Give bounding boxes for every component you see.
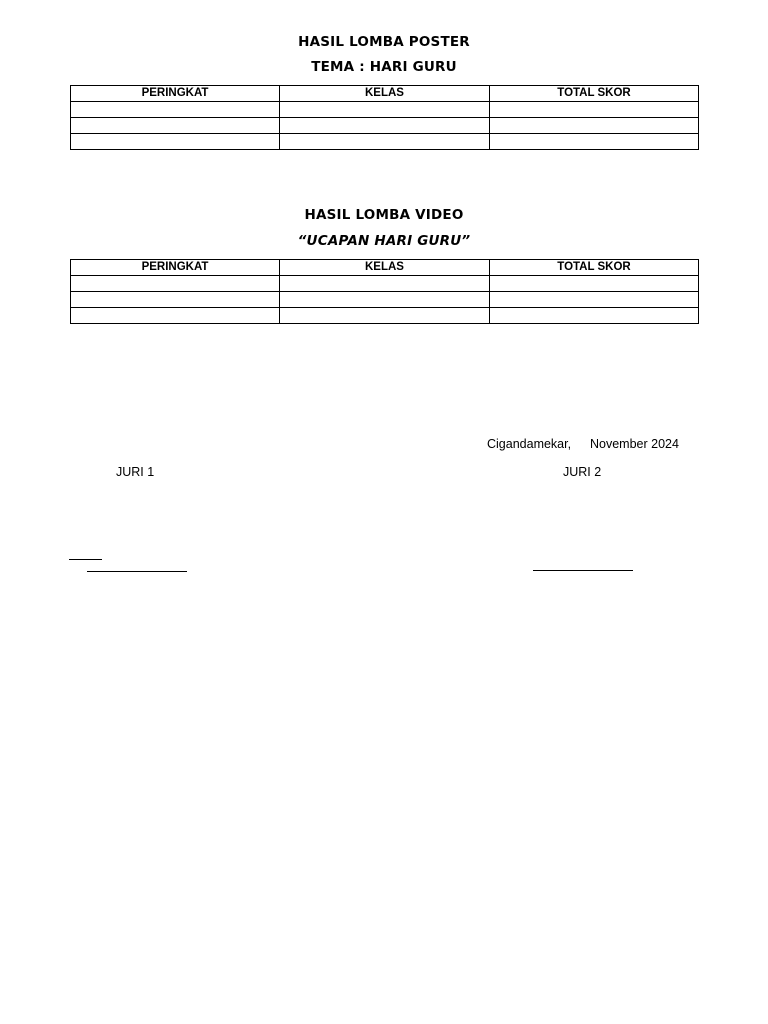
poster-title: HASIL LOMBA POSTER xyxy=(298,34,470,50)
table-cell[interactable] xyxy=(71,118,280,134)
column-header-total-skor: TOTAL SKOR xyxy=(490,86,699,102)
table-cell[interactable] xyxy=(280,276,490,292)
table-cell[interactable] xyxy=(490,276,699,292)
column-header-kelas: KELAS xyxy=(280,86,490,102)
poster-subtitle: TEMA : HARI GURU xyxy=(311,59,457,75)
table-cell[interactable] xyxy=(71,292,280,308)
table-cell[interactable] xyxy=(71,134,280,150)
video-subtitle: “UCAPAN HARI GURU” xyxy=(297,233,471,249)
table-cell[interactable] xyxy=(490,292,699,308)
video-results-table xyxy=(70,259,699,324)
column-header-kelas: KELAS xyxy=(280,260,490,276)
column-header-peringkat: PERINGKAT xyxy=(71,86,280,102)
table-header-row xyxy=(71,260,699,276)
judge-1-signature-line xyxy=(87,571,187,572)
table-cell[interactable] xyxy=(490,102,699,118)
video-title: HASIL LOMBA VIDEO xyxy=(304,207,464,223)
table-cell[interactable] xyxy=(71,276,280,292)
table-row xyxy=(71,276,699,292)
signature-date: November 2024 xyxy=(590,437,679,451)
table-row xyxy=(71,134,699,150)
table-row xyxy=(71,118,699,134)
poster-results-table xyxy=(70,85,699,150)
table-cell[interactable] xyxy=(490,308,699,324)
judge-2-label: JURI 2 xyxy=(563,465,602,479)
table-cell[interactable] xyxy=(280,102,490,118)
judge-2-signature-line xyxy=(533,570,633,571)
table-cell[interactable] xyxy=(280,308,490,324)
signature-place: Cigandamekar, xyxy=(487,437,572,451)
table-cell[interactable] xyxy=(280,118,490,134)
table-cell[interactable] xyxy=(280,134,490,150)
short-underline xyxy=(69,559,102,560)
table-cell[interactable] xyxy=(71,102,280,118)
column-header-peringkat: PERINGKAT xyxy=(71,260,280,276)
table-row xyxy=(71,102,699,118)
table-cell[interactable] xyxy=(280,292,490,308)
table-row xyxy=(71,308,699,324)
judge-1-label: JURI 1 xyxy=(116,465,155,479)
table-row xyxy=(71,292,699,308)
table-cell[interactable] xyxy=(71,308,280,324)
table-header-row xyxy=(71,86,699,102)
table-cell[interactable] xyxy=(490,118,699,134)
table-cell[interactable] xyxy=(490,134,699,150)
column-header-total-skor: TOTAL SKOR xyxy=(490,260,699,276)
